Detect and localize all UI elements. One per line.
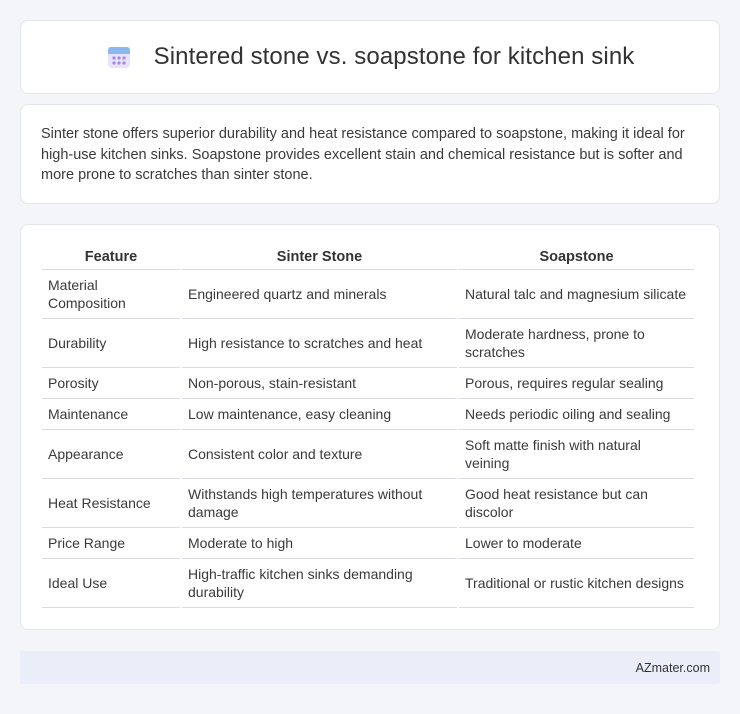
- table-row: [42, 368, 694, 399]
- calendar-icon: [106, 44, 132, 70]
- sinter-stone-cell: Low maintenance, easy cleaning: [182, 399, 457, 430]
- sinter-stone-cell: Non-porous, stain-resistant: [182, 368, 457, 399]
- comparison-table: [40, 246, 696, 608]
- summary-text: Sinter stone offers superior durability and heat resistance compared to soapstone, making it ideal for high-use kitchen sinks. Soapstone provides excellent stain and chemical resistance but is softer and more prone to scratches than sinter stone.: [41, 126, 685, 183]
- feature-cell: Price Range: [42, 528, 180, 559]
- table-row: [42, 479, 694, 528]
- soapstone-cell: Lower to moderate: [459, 528, 694, 559]
- sinter-stone-cell: Withstands high temperatures without damage: [182, 479, 457, 528]
- sinter-stone-cell: High-traffic kitchen sinks demanding durability: [182, 559, 457, 608]
- soapstone-cell: Natural talc and magnesium silicate: [459, 270, 694, 319]
- sinter-stone-cell: Moderate to high: [182, 528, 457, 559]
- soapstone-cell: Needs periodic oiling and sealing: [459, 399, 694, 430]
- page-title: Sintered stone vs. soapstone for kitchen sink: [153, 43, 635, 70]
- footer-brand: AZmater.com: [635, 660, 710, 675]
- sinter-stone-cell: High resistance to scratches and heat: [182, 319, 457, 368]
- header-soapstone: Soapstone: [459, 246, 694, 270]
- feature-cell: Durability: [42, 319, 180, 368]
- feature-cell: Ideal Use: [42, 559, 180, 608]
- sinter-stone-cell: Engineered quartz and minerals: [182, 270, 457, 319]
- header-feature: Feature: [42, 246, 180, 270]
- table-header-row: [42, 246, 694, 270]
- footer: [20, 651, 720, 684]
- soapstone-cell: Porous, requires regular sealing: [459, 368, 694, 399]
- table-row: [42, 430, 694, 479]
- header-sinter-stone: Sinter Stone: [182, 246, 457, 270]
- title-card: [20, 20, 720, 94]
- soapstone-cell: Moderate hardness, prone to scratches: [459, 319, 694, 368]
- soapstone-cell: Soft matte finish with natural veining: [459, 430, 694, 479]
- table-row: [42, 319, 694, 368]
- summary-card: [20, 104, 720, 204]
- table-row: [42, 528, 694, 559]
- sinter-stone-cell: Consistent color and texture: [182, 430, 457, 479]
- feature-cell: Porosity: [42, 368, 180, 399]
- feature-cell: Material Composition: [42, 270, 180, 319]
- feature-cell: Heat Resistance: [42, 479, 180, 528]
- feature-cell: Maintenance: [42, 399, 180, 430]
- feature-cell: Appearance: [42, 430, 180, 479]
- soapstone-cell: Traditional or rustic kitchen designs: [459, 559, 694, 608]
- soapstone-cell: Good heat resistance but can discolor: [459, 479, 694, 528]
- table-row: [42, 559, 694, 608]
- table-row: [42, 399, 694, 430]
- comparison-card: [20, 224, 720, 630]
- table-row: [42, 270, 694, 319]
